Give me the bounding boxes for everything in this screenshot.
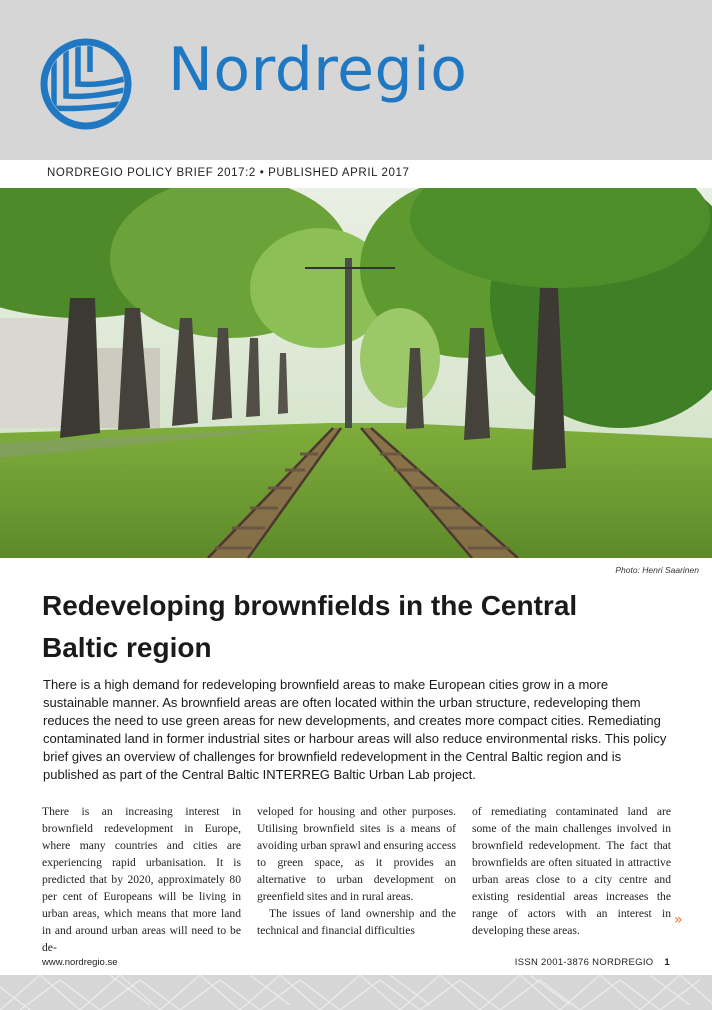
nordregio-logo-icon xyxy=(40,38,132,130)
article-title-line-2: Baltic region xyxy=(42,632,212,663)
continue-mark: » xyxy=(674,912,683,928)
header-band xyxy=(0,0,712,160)
page-number: 1 xyxy=(664,957,670,968)
brand-wordmark: Nordregio xyxy=(168,35,468,105)
intro-paragraph: There is a high demand for redeveloping brownfield areas to make European cities grow in a more sustainable manner. As brownfield areas are often located within the urban structure, redeveloping them reduces the need to use green areas for new developments, and creates more compact cities. Remediating contaminated land in former industrial sites or harbour areas will also reduce environmental risks. This policy brief gives an overview of challenges for brownfield redevelopment in the Central Baltic region and is published as part of the Central Baltic INTERREG Baltic Urban Lab project. xyxy=(43,677,667,782)
article-title xyxy=(42,585,682,669)
footer-issn: ISSN 2001-3876 xyxy=(514,957,590,968)
body-column-1 xyxy=(42,803,241,956)
policy-brief-line: NORDREGIO POLICY BRIEF 2017:2 • PUBLISHED APRIL 2017 xyxy=(47,167,410,179)
article-title-line-1: Redeveloping brownfields in the Central xyxy=(42,590,578,621)
body-paragraph: There is an increasing interest in brownfield redevelopment in Europe, where many countries and cities are experiencing rapid urbanisation. It is predicted that by 2020, approximately 80 per cent of Europeans will be living in urban areas, which means that more land in and around urban areas will need to be de- xyxy=(42,805,241,954)
cover-photo xyxy=(0,188,712,558)
body-paragraph: of remediating contaminated land are some of the main challenges involved in brownfield redevelopment. The fact that brownfields are often situated in attractive urban areas close to a city centre and existing residential areas increases the range of actors with an interest in developing these areas. xyxy=(472,805,671,937)
body-column-3 xyxy=(472,803,671,939)
photo-credit: Photo: Henri Saarinen xyxy=(615,565,699,575)
body-paragraph: veloped for housing and other purposes. Utilising brownfield sites is a means of avoiding urban sprawl and ensuring access to green space, as it provides an alternative to urban development on greenfield sites and in rural areas. xyxy=(257,805,456,903)
footer-pattern-band xyxy=(0,975,712,1010)
footer-brand: NORDREGIO xyxy=(592,957,654,968)
body-paragraph: The issues of land ownership and the technical and financial difficulties xyxy=(257,907,456,937)
footer-issn-brand xyxy=(515,957,670,968)
body-column-2 xyxy=(257,803,456,939)
footer-website[interactable]: www.nordregio.se xyxy=(42,957,118,968)
